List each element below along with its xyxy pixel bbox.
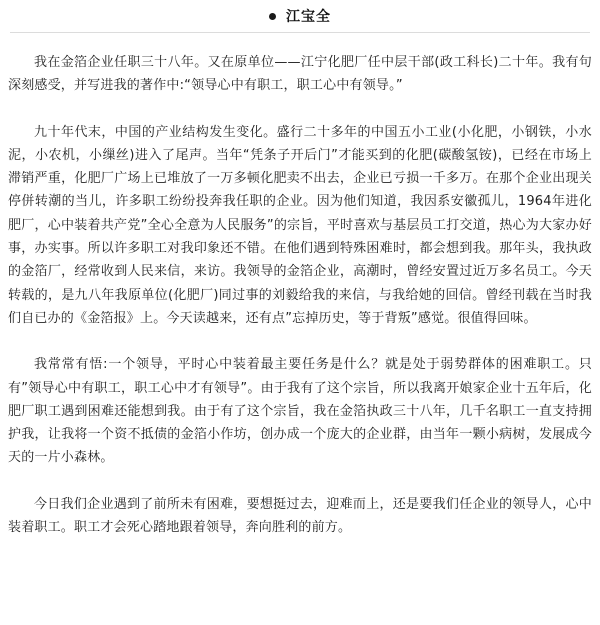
paragraph-1: 我在金箔企业任职三十八年。又在原单位——江宁化肥厂任中层干部(政工科长)二十年。我有句深刻感受，并写进我的著作中:“领导心中有职工，职工心中有领导。”	[8, 55, 592, 94]
article-body	[8, 33, 592, 539]
bullet-dot-icon	[269, 13, 276, 20]
author-header	[10, 0, 590, 33]
paragraph-2: 九十年代末，中国的产业结构发生变化。盛行二十多年的中国五小工业(小化肥，小钢铁，小水泥，小农机，小缫丝)进入了尾声。当年“凭条子开后门”才能买到的化肥(碳酸氢铵)，已经在市场上滞销严重，化肥厂广场上已堆放了一万多顿化肥卖不出去，企业已亏损一千多万。在那个企业出现关停併转潮的当儿，许多职工纷纷投奔我任职的企业。因为他们知道，我因系安徽孤儿，1964年进化肥厂，心中装着共产党”全心全意为人民服务”的宗旨，平时喜欢与基层员工打交道，热心为大家办好事，办实事。所以许多职工对我印象还不错。在他们遇到特殊困难时，都会想到我。那年头，我执政的金箔厂，经常收到人民来信，来访。我领导的金箔企业，高潮时，曾经安置过近万多名员工。今天转载的，是九八年我原单位(化肥厂)同过事的刘毅给我的来信，与我给她的回信。曾经刊载在当时我们自已办的《金箔报》上。今天读越来，还有点”忘掉历史，等于背叛”感觉。很值得回味。	[8, 124, 592, 326]
author-name: 江宝全	[286, 9, 331, 25]
paragraph-4: 今日我们企业遇到了前所未有困难，要想挺过去，迎难而上，还是要我们任企业的领导人，心中装着职工。职工才会死心踏地跟着领导，奔向胜利的前方。	[8, 496, 592, 536]
paragraph-3: 我常常有悟:一个领导，平时心中装着最主要任务是什么？就是处于弱势群体的困难职工。只有”领导心中有职工，职工心中才有领导”。由于我有了这个宗旨，所以我离开娘家企业十五年后，化肥厂职工遇到困难还能想到我。由于有了这个宗旨，我在金箔执政三十八年，几千名职工一直支持拥护我，让我将一个资不抵债的金箔小作坊，创办成一个庞大的企业群，由当年一颗小病树，发展成今天的一片小森林。	[8, 357, 592, 466]
